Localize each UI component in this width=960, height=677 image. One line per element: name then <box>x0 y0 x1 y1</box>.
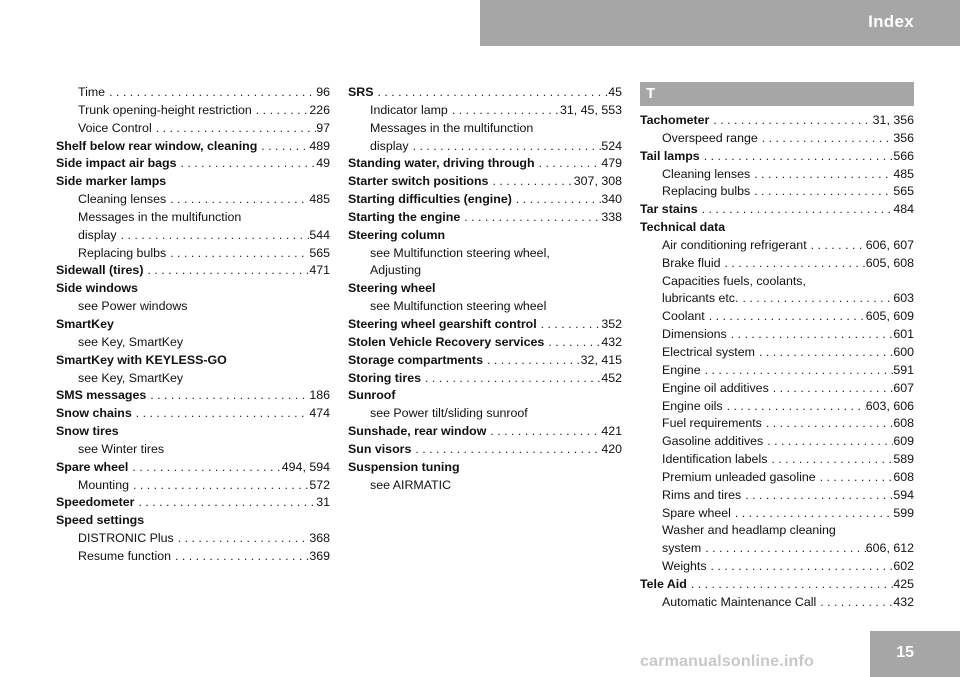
index-entry-label: Overspeed range <box>662 130 758 145</box>
dot-leader <box>483 352 581 370</box>
index-entry-page: 565 <box>309 245 330 260</box>
index-entry-label: see Power windows <box>78 299 188 314</box>
index-entry <box>348 245 622 263</box>
dot-leader <box>177 155 317 173</box>
index-entry-page: 606, 612 <box>865 541 914 556</box>
index-entry-page: 45 <box>608 85 622 99</box>
dot-leader <box>411 441 601 459</box>
index-entry-label: SmartKey with KEYLESS-GO <box>56 352 227 367</box>
dot-leader <box>731 505 893 523</box>
index-entry <box>640 594 914 612</box>
index-entry-label: Messages in the multifunction <box>78 209 242 224</box>
dot-leader <box>763 433 893 451</box>
index-entry-label: SRS <box>348 85 374 99</box>
dot-leader <box>741 487 893 505</box>
index-entry-page: 471 <box>309 263 330 278</box>
dot-leader <box>257 138 309 156</box>
index-entry-label: Storage compartments <box>348 352 483 367</box>
index-entry <box>56 262 330 280</box>
index-entry <box>640 540 914 558</box>
dot-leader <box>727 326 894 344</box>
index-entry-label: Indicator lamp <box>370 102 448 117</box>
index-entry <box>640 558 914 576</box>
index-entry-page: 31, 45, 553 <box>559 102 622 117</box>
dot-leader <box>750 183 893 201</box>
index-entry <box>640 130 914 148</box>
index-entry-label: Sidewall (tires) <box>56 263 144 278</box>
dot-leader <box>707 558 894 576</box>
index-entry <box>640 326 914 344</box>
index-entry-label: Snow tires <box>56 424 119 439</box>
index-entry-page: 600 <box>893 344 914 359</box>
dot-leader <box>762 415 893 433</box>
index-entry <box>56 191 330 209</box>
index-entry-page: 352 <box>601 316 622 331</box>
index-entry <box>640 576 914 594</box>
index-entry-page: 31, 356 <box>872 113 914 127</box>
index-entry-page: 602 <box>893 559 914 574</box>
index-entry <box>348 334 622 352</box>
dot-leader <box>252 102 310 120</box>
page-title: Index <box>868 12 914 31</box>
index-entry-page: 484 <box>893 202 914 217</box>
index-entry <box>56 530 330 548</box>
dot-leader <box>409 138 602 156</box>
index-entry-label: Tar stains <box>640 202 698 217</box>
index-entry-label: Brake fluid <box>662 255 721 270</box>
index-entry-page: 369 <box>309 548 330 563</box>
index-entry <box>348 441 622 459</box>
index-entry-label: lubricants etc. <box>662 291 739 306</box>
index-entry <box>56 459 330 477</box>
dot-leader <box>755 344 893 362</box>
index-entry-label: Automatic Maintenance Call <box>662 594 817 609</box>
index-entry-label: Sunroof <box>348 388 396 403</box>
index-entry-page: 609 <box>893 434 914 449</box>
index-entry <box>348 155 622 173</box>
index-entry <box>56 245 330 263</box>
index-entry-page: 49 <box>316 156 330 171</box>
index-entry-label: display <box>78 227 117 242</box>
index-entry-page: 368 <box>309 531 330 546</box>
index-entry <box>348 227 622 245</box>
dot-leader <box>701 362 894 380</box>
index-entry-label: Cleaning lenses <box>78 192 167 207</box>
index-entry-label: SMS messages <box>56 388 147 403</box>
index-entry-label: Trunk opening-height restriction <box>78 102 252 117</box>
index-entry <box>348 209 622 227</box>
dot-leader <box>705 308 866 326</box>
index-entry <box>348 102 622 120</box>
index-entry <box>640 451 914 469</box>
index-entry-label: Engine <box>662 362 701 377</box>
index-entry <box>56 334 330 352</box>
index-entry <box>348 280 622 298</box>
dot-leader <box>544 334 601 352</box>
index-entry-label: Electrical system <box>662 344 755 359</box>
dot-leader <box>738 290 893 308</box>
index-entry-label: Premium unleaded gasoline <box>662 469 816 484</box>
index-entry <box>640 255 914 273</box>
index-entry <box>640 487 914 505</box>
index-entry <box>56 441 330 459</box>
page-number: 15 <box>896 644 914 661</box>
index-entry-label: Cleaning lenses <box>662 166 751 181</box>
index-entry <box>56 102 330 120</box>
index-entry <box>56 227 330 245</box>
index-entry-page: 594 <box>893 487 914 502</box>
index-entry-label: Identification labels <box>662 452 768 467</box>
dot-leader <box>816 469 894 487</box>
dot-leader <box>750 166 893 184</box>
index-entry-label: Spare wheel <box>662 505 731 520</box>
index-entry-label: see Power tilt/sliding sunroof <box>370 406 528 421</box>
index-entry <box>56 120 330 138</box>
index-entry <box>640 290 914 308</box>
dot-leader <box>460 209 601 227</box>
index-entry-page: 601 <box>893 327 914 342</box>
index-entry <box>56 298 330 316</box>
index-entry-label: Engine oils <box>662 398 723 413</box>
dot-leader <box>486 423 601 441</box>
index-entry <box>348 298 622 316</box>
index-entry <box>56 387 330 405</box>
dot-leader <box>421 370 601 388</box>
page-number-box <box>870 631 960 677</box>
index-entry <box>56 84 330 102</box>
index-entry <box>56 494 330 512</box>
index-entry-label: Steering column <box>348 227 446 242</box>
index-entry-label: Sunshade, rear window <box>348 424 487 439</box>
index-entry <box>56 548 330 566</box>
index-entry <box>640 415 914 433</box>
index-entry-page: 608 <box>893 469 914 484</box>
index-entry-page: 432 <box>601 334 622 349</box>
index-entry-label: see Key, SmartKey <box>78 370 184 385</box>
index-entry-label: Starter switch positions <box>348 174 489 189</box>
index-entry-label: Steering wheel gearshift control <box>348 316 537 331</box>
index-entry-label: Mounting <box>78 477 129 492</box>
dot-leader <box>488 173 573 191</box>
index-entry-label: Engine oil additives <box>662 380 769 395</box>
index-entry-page: 544 <box>309 227 330 242</box>
dot-leader <box>171 548 309 566</box>
index-entry-page: 307, 308 <box>573 174 622 189</box>
dot-leader <box>129 477 309 495</box>
dot-leader <box>373 84 608 102</box>
index-entry-page: 421 <box>601 424 622 439</box>
index-entry-label: Starting the engine <box>348 209 461 224</box>
dot-leader <box>700 148 894 166</box>
index-entry <box>348 84 622 102</box>
index-entry <box>348 120 622 138</box>
index-entry <box>640 469 914 487</box>
index-entry <box>640 522 914 540</box>
index-entry <box>640 362 914 380</box>
index-entry <box>56 512 330 530</box>
dot-leader <box>117 227 310 245</box>
index-entry-label: DISTRONIC Plus <box>78 531 174 546</box>
dot-leader <box>758 130 894 148</box>
index-entry-page: 32, 415 <box>580 352 622 367</box>
index-entry-page: 605, 609 <box>865 309 914 324</box>
index-entry-label: Tele Aid <box>640 576 687 591</box>
index-entry-page: 606, 607 <box>865 237 914 252</box>
index-entry <box>348 459 622 477</box>
index-entry-label: Storing tires <box>348 370 421 385</box>
dot-leader <box>535 155 602 173</box>
index-entry <box>348 191 622 209</box>
index-entry-label: Speedometer <box>56 495 135 510</box>
index-entry <box>56 138 330 156</box>
index-entry-page: 474 <box>309 406 330 421</box>
index-entry-label: Coolant <box>662 309 705 324</box>
index-entry-label: Technical data <box>640 220 726 235</box>
index-entry-label: Adjusting <box>370 263 421 278</box>
index-entry-page: 186 <box>309 388 330 403</box>
index-entry-label: see Key, SmartKey <box>78 334 184 349</box>
index-entry <box>640 308 914 326</box>
index-entry-label: see AIRMATIC <box>370 477 452 492</box>
index-entry-page: 340 <box>601 192 622 207</box>
dot-leader <box>152 120 317 138</box>
index-entry <box>56 352 330 370</box>
dot-leader <box>769 380 894 398</box>
index-entry-label: Steering wheel <box>348 281 436 296</box>
index-entry <box>640 183 914 201</box>
index-entry-label: Suspension tuning <box>348 459 460 474</box>
index-entry <box>56 173 330 191</box>
index-entry <box>348 138 622 156</box>
index-entry <box>348 370 622 388</box>
index-entry-label: Shelf below rear window, cleaning <box>56 138 258 153</box>
dot-leader <box>767 451 893 469</box>
index-entry-page: 425 <box>893 576 914 591</box>
index-entry-page: 479 <box>601 156 622 171</box>
index-entry <box>640 398 914 416</box>
index-entry <box>56 209 330 227</box>
index-entry-label: system <box>662 541 702 556</box>
index-entry-label: Time <box>78 85 106 99</box>
index-entry <box>348 477 622 495</box>
watermark: carmanualsonline.info <box>640 653 815 670</box>
dot-leader <box>143 262 309 280</box>
dot-leader <box>816 594 893 612</box>
dot-leader <box>128 459 281 477</box>
index-entry-label: Gasoline additives <box>662 434 764 449</box>
index-entry-page: 494, 594 <box>281 459 330 474</box>
index-entry-page: 485 <box>893 166 914 181</box>
dot-leader <box>721 255 866 273</box>
dot-leader <box>135 494 317 512</box>
index-entry-label: Washer and headlamp cleaning <box>662 523 836 538</box>
index-entry <box>348 405 622 423</box>
index-entry <box>640 201 914 219</box>
index-column-3 <box>640 82 914 612</box>
index-entry <box>56 316 330 334</box>
index-entry-label: Side windows <box>56 281 138 296</box>
index-entry <box>640 112 914 130</box>
index-entry <box>640 219 914 237</box>
index-entry-page: 31 <box>316 495 330 510</box>
index-column-1 <box>56 84 330 566</box>
section-letter: T <box>646 85 656 102</box>
index-entry-page: 589 <box>893 452 914 467</box>
index-entry-label: Sun visors <box>348 441 412 456</box>
index-entry-label: see Multifunction steering wheel, <box>370 245 550 260</box>
index-entry-label: SmartKey <box>56 316 114 331</box>
dot-leader <box>132 405 310 423</box>
index-entry-page: 489 <box>309 138 330 153</box>
index-entry <box>348 387 622 405</box>
index-entry-label: Voice Control <box>78 120 152 135</box>
index-entry-label: Dimensions <box>662 327 727 342</box>
dot-leader <box>448 102 560 120</box>
index-entry-label: Snow chains <box>56 406 132 421</box>
dot-leader <box>146 387 309 405</box>
index-entry-label: Spare wheel <box>56 459 129 474</box>
index-entry <box>640 344 914 362</box>
index-entry-page: 420 <box>601 441 622 456</box>
dot-leader <box>105 84 316 102</box>
dot-leader <box>537 316 602 334</box>
dot-leader <box>807 237 866 255</box>
index-entry <box>56 155 330 173</box>
dot-leader <box>166 245 309 263</box>
dot-leader <box>709 112 872 130</box>
index-entry <box>348 352 622 370</box>
index-entry-label: Resume function <box>78 548 171 563</box>
index-entry-page: 599 <box>893 505 914 520</box>
index-entry-page: 226 <box>309 102 330 117</box>
index-entry <box>56 280 330 298</box>
index-entry-label: Speed settings <box>56 513 145 528</box>
index-entry <box>640 273 914 291</box>
index-entry <box>640 237 914 255</box>
index-entry-label: see Winter tires <box>78 441 165 456</box>
index-entry-label: Replacing bulbs <box>662 184 751 199</box>
index-entry-label: Capacities fuels, coolants, <box>662 273 806 288</box>
index-entry <box>348 173 622 191</box>
index-entry-page: 566 <box>893 148 914 163</box>
index-entry-label: Air conditioning refrigerant <box>662 237 807 252</box>
header-band <box>480 0 960 46</box>
index-entry-page: 432 <box>893 594 914 609</box>
section-letter-bar <box>640 82 914 106</box>
index-entry <box>640 505 914 523</box>
index-entry-page: 608 <box>893 416 914 431</box>
index-entry-page: 603, 606 <box>865 398 914 413</box>
index-entry <box>640 433 914 451</box>
dot-leader <box>723 398 866 416</box>
index-entry <box>640 166 914 184</box>
index-entry-page: 607 <box>893 380 914 395</box>
index-entry-page: 565 <box>893 184 914 199</box>
index-entry-label: Stolen Vehicle Recovery services <box>348 334 545 349</box>
index-entry-page: 356 <box>893 130 914 145</box>
index-entry <box>348 262 622 280</box>
index-entry <box>348 423 622 441</box>
index-entry-label: Tachometer <box>640 113 710 127</box>
index-entry-label: Standing water, driving through <box>348 156 535 171</box>
dot-leader <box>701 540 866 558</box>
index-entry-label: Weights <box>662 559 707 574</box>
index-entry-page: 338 <box>601 209 622 224</box>
index-entry <box>56 477 330 495</box>
index-entry-label: display <box>370 138 409 153</box>
index-entry-label: Fuel requirements <box>662 416 762 431</box>
index-entry-label: Tail lamps <box>640 148 700 163</box>
index-entry <box>640 380 914 398</box>
dot-leader <box>174 530 310 548</box>
index-entry-label: Rims and tires <box>662 487 742 502</box>
index-entry-label: Messages in the multifunction <box>370 120 534 135</box>
index-entry-page: 452 <box>601 370 622 385</box>
index-entry-page: 96 <box>316 85 330 99</box>
index-entry-label: Side impact air bags <box>56 156 177 171</box>
dot-leader <box>698 201 894 219</box>
index-entry-page: 603 <box>893 291 914 306</box>
index-column-2 <box>348 84 622 494</box>
index-entry <box>56 370 330 388</box>
dot-leader <box>166 191 309 209</box>
index-entry <box>348 316 622 334</box>
index-entry-page: 485 <box>309 192 330 207</box>
index-entry-label: see Multifunction steering wheel <box>370 299 547 314</box>
index-entry-label: Starting difficulties (engine) <box>348 192 512 207</box>
index-entry-page: 605, 608 <box>865 255 914 270</box>
index-entry-page: 524 <box>601 138 622 153</box>
index-entry-label: Replacing bulbs <box>78 245 167 260</box>
dot-leader <box>687 576 893 594</box>
index-entry-label: Side marker lamps <box>56 174 167 189</box>
index-entry <box>56 423 330 441</box>
index-entry-page: 591 <box>893 362 914 377</box>
index-entry <box>640 148 914 166</box>
index-entry-page: 572 <box>309 477 330 492</box>
dot-leader <box>512 191 601 209</box>
index-entry <box>56 405 330 423</box>
index-entry-page: 97 <box>316 120 330 135</box>
